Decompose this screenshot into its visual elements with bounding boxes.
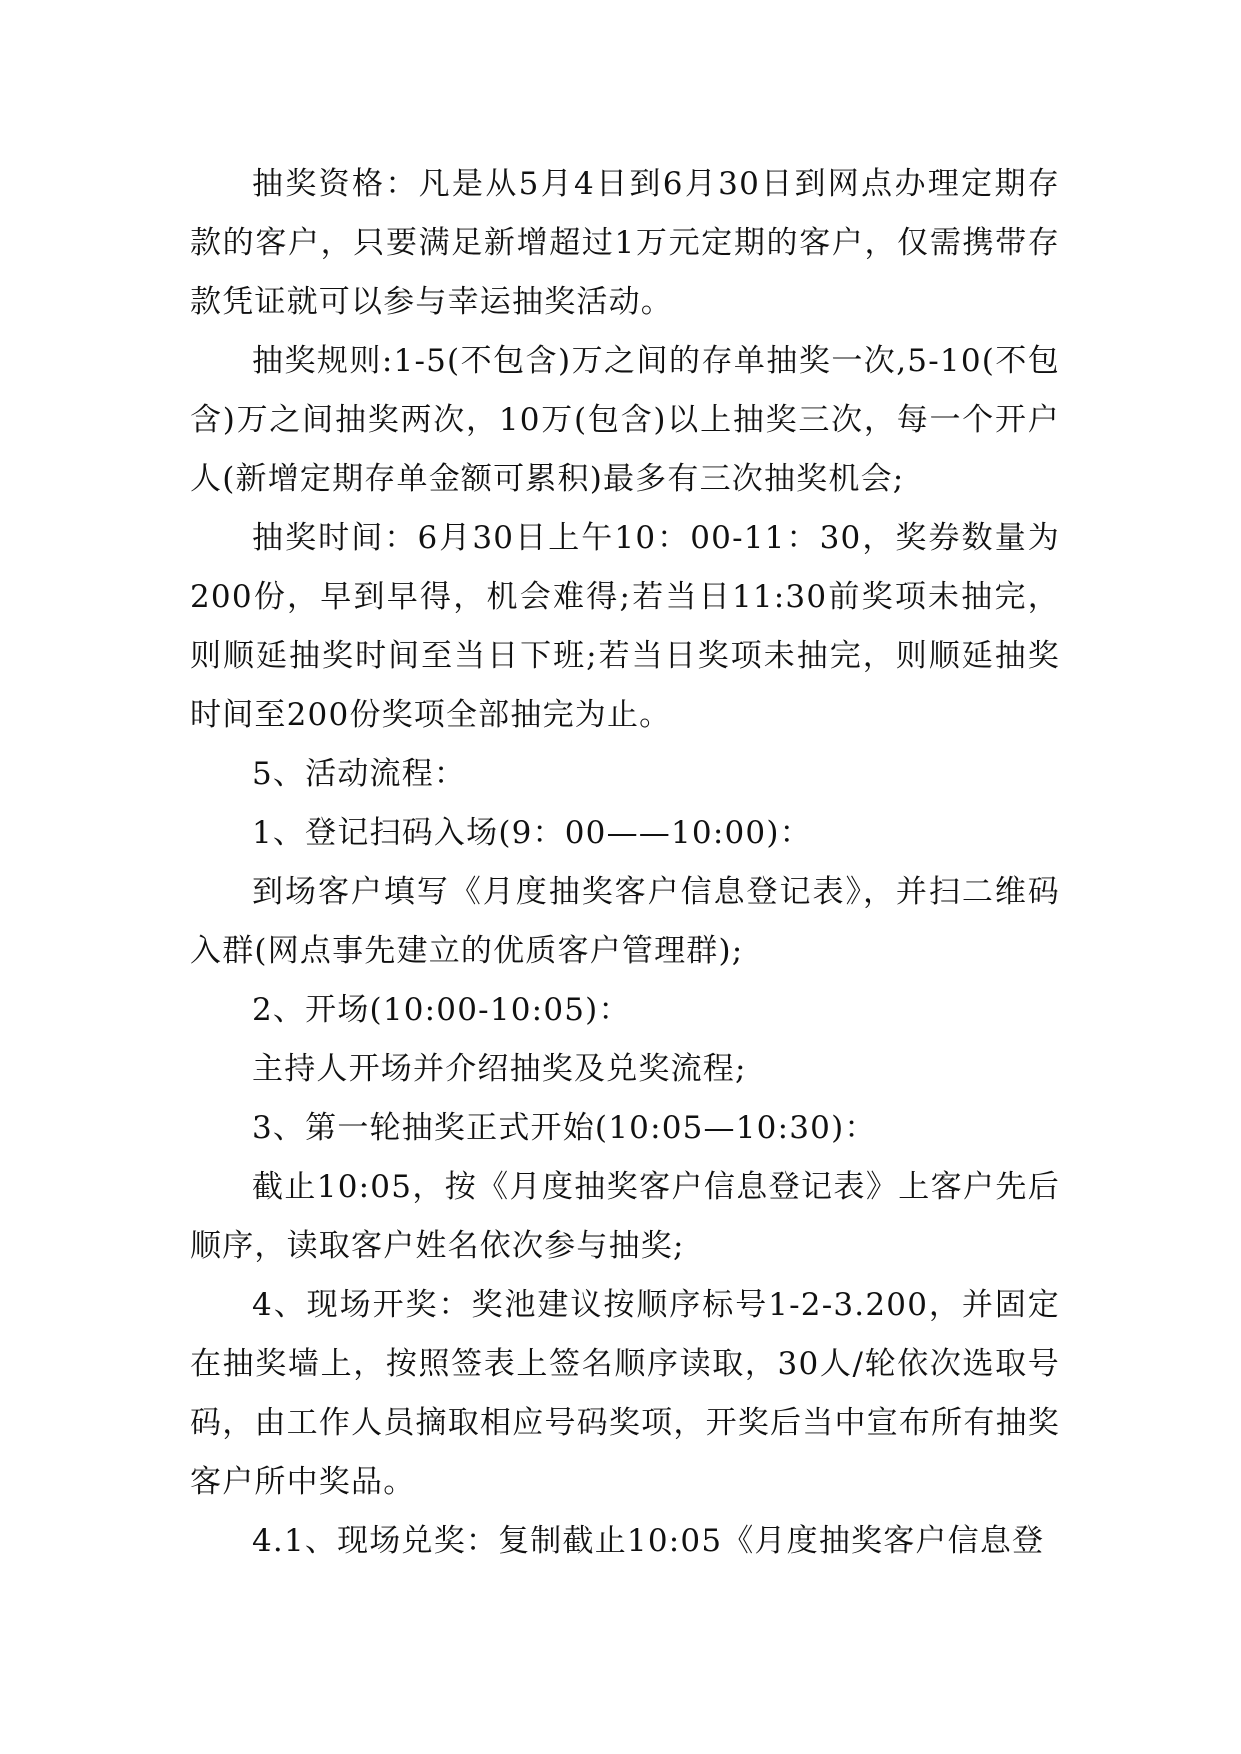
paragraph-eligibility: 抽奖资格：凡是从5月4日到6月30日到网点办理定期存款的客户，只要满足新增超过1万元定期的客户，仅需携带存款凭证就可以参与幸运抽奖活动。 <box>190 166 1060 320</box>
paragraph-opening: 主持人开场并介绍抽奖及兑奖流程; <box>252 1051 747 1087</box>
paragraph-onsite-redeem: 4.1、现场兑奖：复制截止10:05《月度抽奖客户信息登 <box>252 1523 1045 1559</box>
paragraph-rules: 抽奖规则:1-5(不包含)万之间的存单抽奖一次,5-10(不包含)万之间抽奖两次，10万(包含)以上抽奖三次，每一个开户人(新增定期存单金额可累积)最多有三次抽奖机会; <box>190 343 1060 497</box>
document-body <box>190 155 1060 1571</box>
step-heading-opening: 2、开场(10:00-10:05)： <box>252 992 631 1028</box>
paragraph-time: 抽奖时间：6月30日上午10：00-11：30，奖券数量为200份，早到早得，机会难得;若当日11:30前奖项未抽完，则顺延抽奖时间至当日下班;若当日奖项未抽完，则顺延抽奖时间至200份奖项全部抽完为止。 <box>190 520 1060 733</box>
step-heading-registration: 1、登记扫码入场(9：00——10:00)： <box>252 815 812 851</box>
paragraph-registration: 到场客户填写《月度抽奖客户信息登记表》，并扫二维码入群(网点事先建立的优质客户管理群); <box>190 874 1060 969</box>
paragraph-first-round: 截止10:05，按《月度抽奖客户信息登记表》上客户先后顺序，读取客户姓名依次参与抽奖; <box>190 1169 1060 1264</box>
section-heading-process: 5、活动流程： <box>252 756 467 792</box>
step-heading-first-round: 3、第一轮抽奖正式开始(10:05—10:30)： <box>252 1110 877 1146</box>
paragraph-onsite-draw: 4、现场开奖：奖池建议按顺序标号1-2-3.200，并固定在抽奖墙上，按照签表上签名顺序读取，30人/轮依次选取号码，由工作人员摘取相应号码奖项，开奖后当中宣布所有抽奖客户所中奖品。 <box>190 1287 1060 1500</box>
